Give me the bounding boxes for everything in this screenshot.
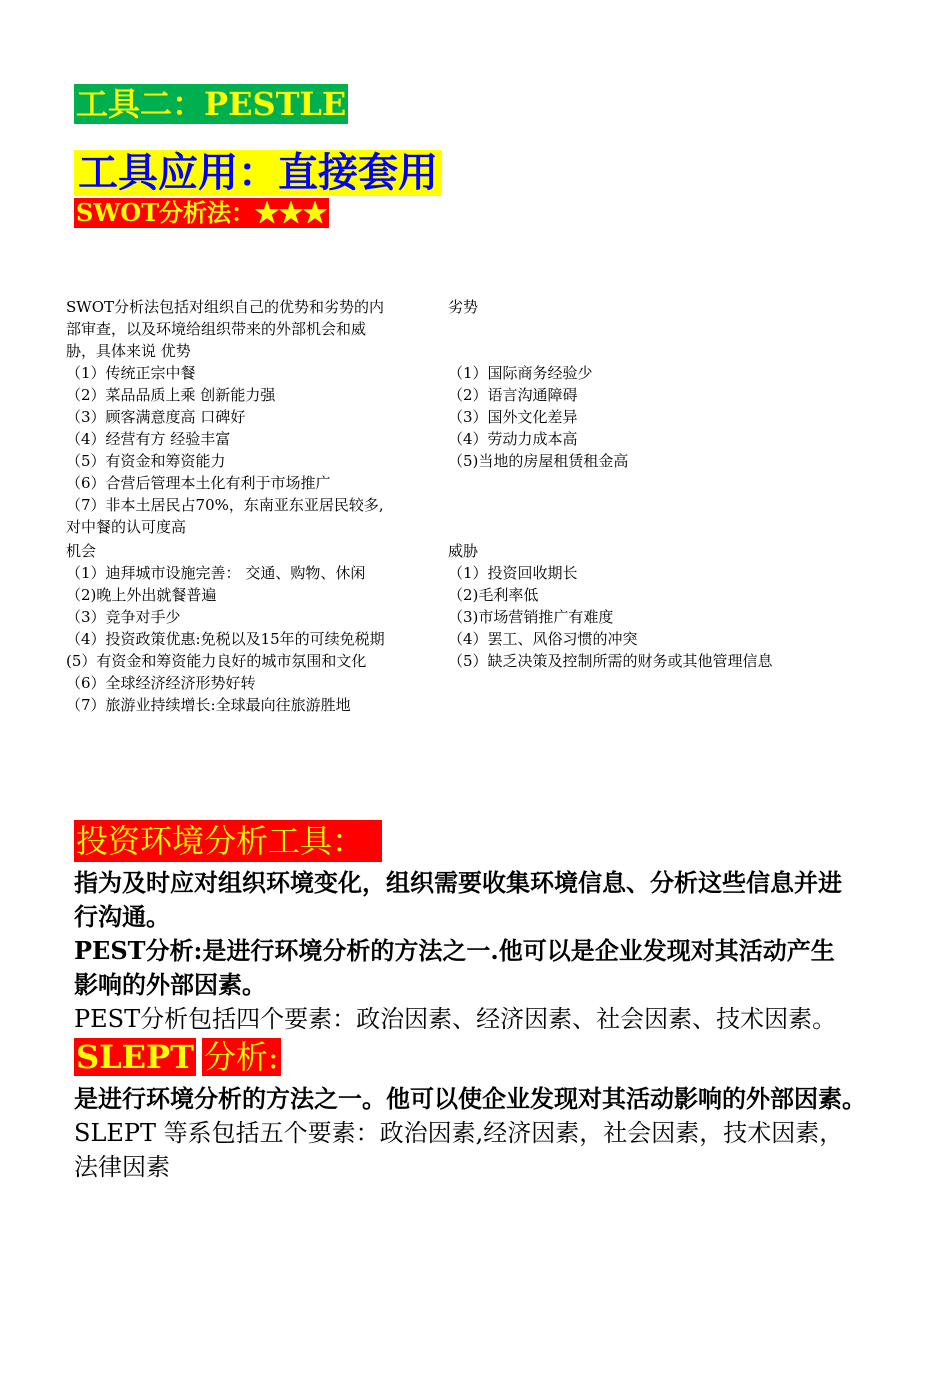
swot-intro-line-1: SWOT分析法包括对组织自己的优势和劣势的内 [66, 298, 384, 316]
strength-item: （5）有资金和筹资能力 [66, 452, 226, 470]
threat-item: （1）投资回收期长 [448, 564, 578, 582]
slept-heading-word: SLEPT [76, 1038, 194, 1076]
swot-intro-line-2: 部审查，以及环境给组织带来的外部机会和威 [66, 320, 367, 338]
threat-item: （5）缺乏决策及控制所需的财务或其他管理信息 [448, 652, 773, 670]
slept-desc-line-1: 是进行环境分析的方法之一。他可以使企业发现对其活动影响的外部因素。 [74, 1084, 866, 1113]
weakness-item: （2）语言沟通障碍 [448, 386, 578, 404]
tool-two-title: 工具二：PESTLE [76, 85, 347, 123]
slept-desc-line-3: 法律因素 [74, 1153, 170, 1181]
tool-application-title: 工具应用：直接套用 [74, 150, 442, 196]
strength-item: （2）菜品品质上乘 创新能力强 [66, 386, 276, 404]
pest-elements-line: PEST分析包括四个要素：政治因素、经济因素、社会因素、技术因素。 [74, 1005, 837, 1033]
investment-desc-line-2: 行沟通。 [74, 902, 170, 931]
opportunity-item: （7）旅游业持续增长:全球最向往旅游胜地 [66, 696, 351, 714]
strength-item: （4）经营有方 经验丰富 [66, 430, 231, 448]
threat-item: （4）罢工、风俗习惯的冲突 [448, 630, 638, 648]
slept-heading-suffix: 分析: [203, 1038, 279, 1076]
investment-desc-line-1: 指为及时应对组织环境变化，组织需要收集环境信息、分析这些信息并进 [74, 868, 842, 897]
opportunity-item: (5）有资金和筹资能力良好的城市氛围和文化 [66, 652, 367, 670]
threat-heading: 威胁 [448, 542, 479, 560]
weakness-item: （5)当地的房屋租赁租金高 [448, 452, 629, 470]
strength-item: （6）合营后管理本土化有利于市场推广 [66, 474, 331, 492]
opportunity-heading: 机会 [66, 542, 97, 560]
swot-rating-title: SWOT分析法：★★★ [76, 198, 328, 227]
threat-item: （3)市场营销推广有难度 [448, 608, 614, 626]
pest-desc-line-2: 影响的外部因素。 [74, 970, 266, 999]
investment-tools-heading: 投资环境分析工具： [74, 820, 382, 862]
pest-desc-line-1: PEST分析:是进行环境分析的方法之一.他可以是企业发现对其活动产生 [74, 936, 835, 965]
opportunity-item: （3）竞争对手少 [66, 608, 181, 626]
strength-item: （1）传统正宗中餐 [66, 364, 196, 382]
opportunity-item: （1）迪拜城市设施完善： 交通、购物、休闲 [66, 564, 366, 582]
opportunity-item: （4）投资政策优惠:免税以及15年的可续免税期 [66, 630, 385, 648]
swot-intro-line-3: 胁，具体来说 优势 [66, 342, 191, 360]
strength-item: （7）非本土居民占70%，东南亚东亚居民较多, [66, 496, 384, 514]
opportunity-item: （6）全球经济经济形势好转 [66, 674, 256, 692]
opportunity-item: （2)晚上外出就餐普遍 [66, 586, 217, 604]
weakness-item: （4）劳动力成本高 [448, 430, 578, 448]
slept-desc-line-2: SLEPT 等系包括五个要素：政治因素,经济因素，社会因素，技术因素， [74, 1119, 844, 1147]
weakness-item: （1）国际商务经验少 [448, 364, 593, 382]
strength-item: 对中餐的认可度高 [66, 518, 187, 536]
strength-item: （3）顾客满意度高 口碑好 [66, 408, 246, 426]
threat-item: （2)毛利率低 [448, 586, 539, 604]
slept-heading [74, 1036, 281, 1078]
weakness-item: （3）国外文化差异 [448, 408, 578, 426]
weakness-heading: 劣势 [448, 298, 479, 316]
